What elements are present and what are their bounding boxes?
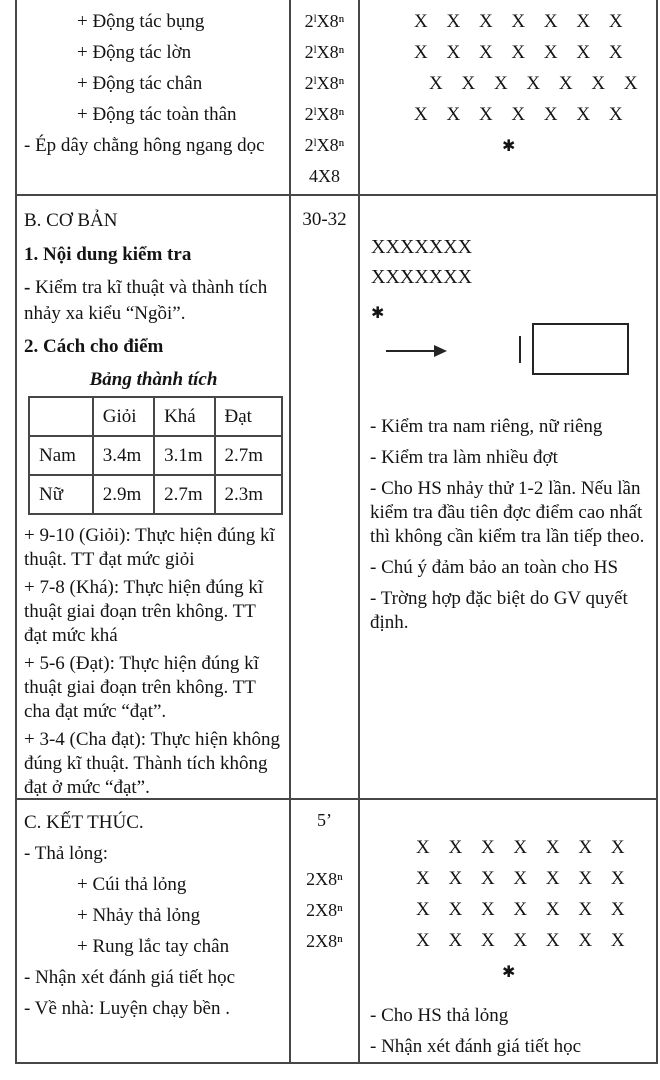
formation-line: X X X X X X X bbox=[429, 73, 638, 94]
warmup-stretch-item: - Ép dây chằng hông ngang dọc bbox=[24, 135, 265, 156]
rep-count: 2ˡX8ⁿ bbox=[304, 104, 345, 124]
formation-line: XXXXXXX bbox=[371, 236, 473, 258]
section-c-title: C. KẾT THÚC. bbox=[24, 812, 144, 833]
basic-formation-cell bbox=[360, 196, 656, 798]
formation-line: X X X X X X X bbox=[414, 11, 623, 32]
warmup-formation-cell bbox=[360, 0, 656, 194]
warmup-item: + Động tác toàn thân bbox=[77, 104, 237, 125]
score-value: 2.7m bbox=[215, 436, 282, 475]
grading-criterion: + 3-4 (Cha đạt): Thực hiện không đúng kĩ thuật. Thành tích không đạt ở mức “đạt”. bbox=[24, 729, 280, 798]
rep-count: 4X8 bbox=[309, 166, 340, 186]
basic-time-cell bbox=[291, 196, 360, 798]
dash: - bbox=[24, 277, 31, 298]
closing-sub-item: + Nhảy thả lỏng bbox=[77, 905, 201, 926]
score-value: 2.9m bbox=[93, 475, 154, 514]
heading-scoring: 2. Cách cho điểm bbox=[24, 336, 164, 357]
formation-line: X X X X X X X bbox=[416, 930, 625, 951]
teacher-mark-icon: ✱ bbox=[502, 962, 516, 981]
closing-notes bbox=[360, 1000, 656, 1062]
closing-formation-cell bbox=[360, 800, 656, 1062]
row-label: Nữ bbox=[29, 475, 93, 514]
score-header-empty bbox=[29, 397, 93, 436]
heading-exam-content: 1. Nội dung kiểm tra bbox=[24, 244, 192, 265]
closing-item: - Nhận xét đánh giá tiết học bbox=[24, 967, 236, 988]
rep-count: 2X8ⁿ bbox=[306, 900, 343, 920]
closing-content-cell bbox=[17, 800, 291, 1062]
formation-block bbox=[371, 232, 472, 292]
exam-description bbox=[24, 275, 283, 327]
row-label: Nam bbox=[29, 436, 93, 475]
score-table-caption: Bảng thành tích bbox=[89, 369, 218, 390]
note-item: - Chú ý đảm bảo an toàn cho HS bbox=[370, 557, 619, 578]
rep-count: 2X8ⁿ bbox=[306, 869, 343, 889]
score-header-gioi: Giỏi bbox=[93, 397, 154, 436]
formation-line: XXXXXXX bbox=[371, 266, 473, 288]
takeoff-board-mark bbox=[519, 336, 521, 363]
score-table-header-row bbox=[29, 397, 282, 436]
rep-count: 2ˡX8ⁿ bbox=[304, 42, 345, 62]
teacher-mark-icon: ✱ bbox=[371, 303, 385, 322]
warmup-item: + Động tác chân bbox=[77, 73, 203, 94]
closing-item: - Về nhà: Luyện chạy bền . bbox=[24, 998, 230, 1019]
formation-line: X X X X X X X bbox=[414, 104, 623, 125]
lesson-plan-table bbox=[15, 0, 658, 1064]
warmup-row bbox=[17, 0, 656, 196]
note-item: - Kiểm tra làm nhiều đợt bbox=[370, 447, 558, 468]
formation-line: X X X X X X X bbox=[416, 837, 625, 858]
landing-pit-rect bbox=[532, 323, 629, 375]
note-item: - Kiểm tra nam riêng, nữ riêng bbox=[370, 416, 603, 437]
note-item: - Cho HS nhảy thử 1-2 lần. Nếu lần kiểm tra đầu tiên đợc điểm cao nhất thì không cần kiểm tra lần tiếp theo. bbox=[370, 478, 645, 547]
warmup-item: + Động tác bụng bbox=[77, 11, 205, 32]
warmup-content-cell bbox=[17, 0, 291, 194]
note-item: - Cho HS thả lỏng bbox=[370, 1005, 509, 1026]
exam-description-text: Kiểm tra kĩ thuật và thành tích nhảy xa kiểu “Ngồi”. bbox=[24, 277, 268, 324]
score-value: 2.3m bbox=[215, 475, 282, 514]
warmup-time-cell bbox=[291, 0, 360, 194]
warmup-item: + Động tác lờn bbox=[77, 42, 192, 63]
rep-count: 2ˡX8ⁿ bbox=[304, 73, 345, 93]
closing-time-cell bbox=[291, 800, 360, 1062]
formation-line: X X X X X X X bbox=[414, 42, 623, 63]
formation-line: X X X X X X X bbox=[416, 899, 625, 920]
score-value: 2.7m bbox=[154, 475, 214, 514]
closing-item: - Thả lỏng: bbox=[24, 843, 109, 864]
rep-count: 2ˡX8ⁿ bbox=[304, 11, 345, 31]
score-table bbox=[28, 396, 283, 515]
basic-content-cell bbox=[17, 196, 291, 798]
section-b-title: B. CƠ BẢN bbox=[24, 210, 118, 231]
score-table-row-female bbox=[29, 475, 282, 514]
organization-notes bbox=[370, 415, 658, 642]
rep-count: 2X8ⁿ bbox=[306, 931, 343, 951]
note-item: - Trờng hợp đặc biệt do GV quyết định. bbox=[370, 588, 628, 633]
formation-line: X X X X X X X bbox=[416, 868, 625, 889]
teacher-mark-icon: ✱ bbox=[502, 136, 516, 155]
rep-count: 2ˡX8ⁿ bbox=[304, 135, 345, 155]
score-header-dat: Đạt bbox=[215, 397, 282, 436]
score-value: 3.1m bbox=[154, 436, 214, 475]
grading-criterion: + 9-10 (Giỏi): Thực hiện đúng kĩ thuật. TT đạt mức giỏi bbox=[24, 525, 275, 570]
score-table-row-male bbox=[29, 436, 282, 475]
score-header-kha: Khá bbox=[154, 397, 214, 436]
runup-arrow-head bbox=[434, 345, 447, 357]
closing-sub-item: + Rung lắc tay chân bbox=[77, 936, 230, 957]
score-value: 3.4m bbox=[93, 436, 154, 475]
note-item: - Nhận xét đánh giá tiết học bbox=[370, 1036, 582, 1057]
duration: 30-32 bbox=[302, 209, 347, 230]
grading-criterion: + 7-8 (Khá): Thực hiện đúng kĩ thuật giai đoạn trên không. TT đạt mức khá bbox=[24, 577, 264, 646]
grading-criterion: + 5-6 (Đạt): Thực hiện đúng kĩ thuật giai đoạn trên không. TT cha đạt mức “đạt”. bbox=[24, 653, 259, 722]
runup-arrow-line bbox=[386, 350, 436, 352]
closing-row bbox=[17, 800, 656, 1062]
closing-sub-item: + Cúi thả lỏng bbox=[77, 874, 187, 895]
duration: 5’ bbox=[317, 810, 332, 830]
basic-row bbox=[17, 196, 656, 800]
